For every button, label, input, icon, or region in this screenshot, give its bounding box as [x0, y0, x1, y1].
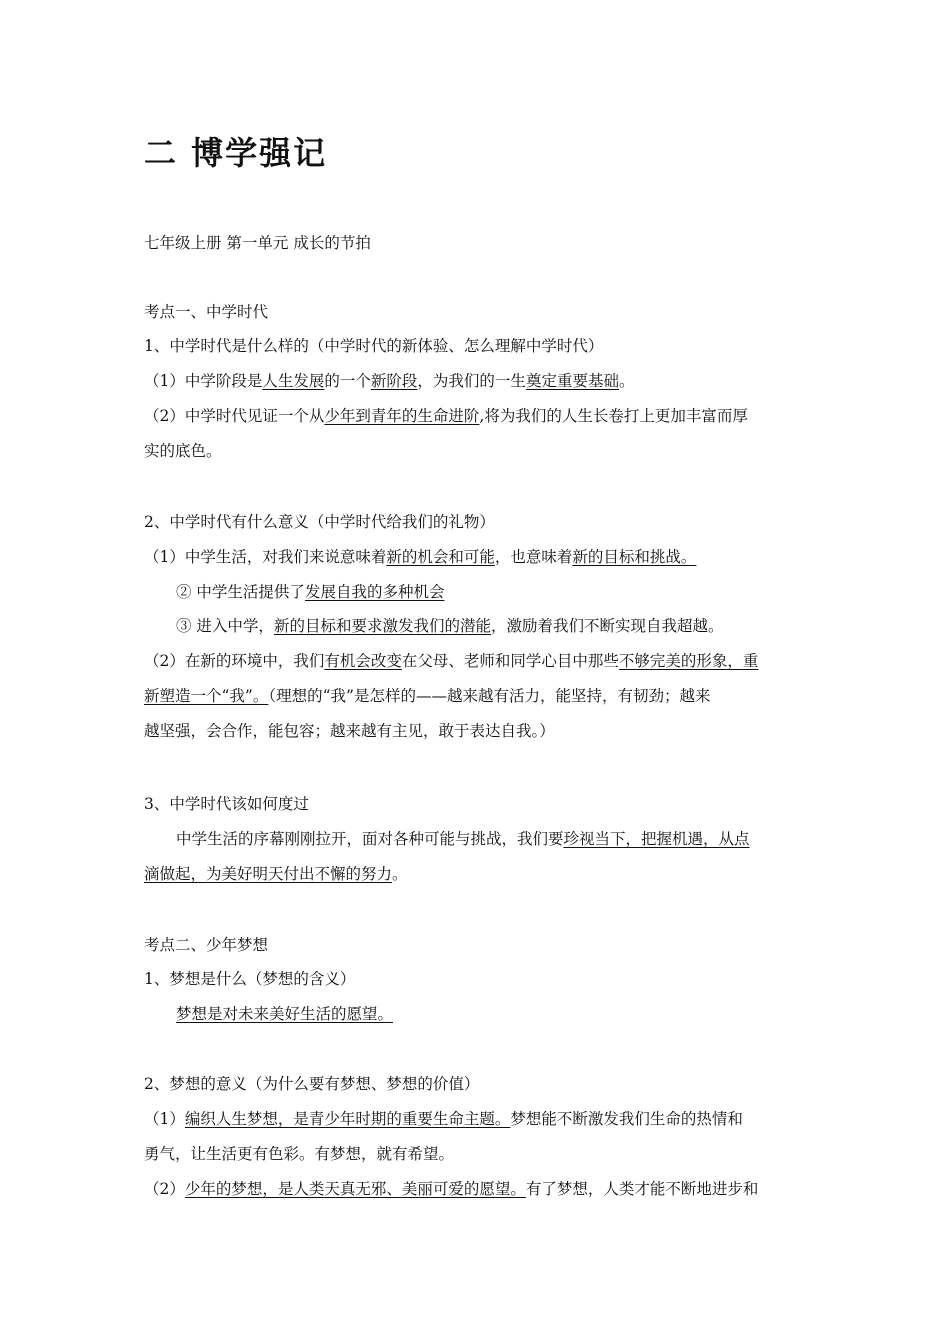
point1-q1-item2: （2）中学时代见证一个从少年到青年的生命进阶,将为我们的人生长卷打上更加丰富而厚 — [144, 407, 748, 425]
point1-q1-title: 1、中学时代是什么样的（中学时代的新体验、怎么理解中学时代） — [144, 337, 604, 355]
point1-q3-line2: 滴做起，为美好明天付出不懈的努力。 — [144, 865, 408, 883]
point2-q2-item1: （1）编织人生梦想，是青少年时期的重要生命主题。梦想能不断激发我们生命的热情和 — [144, 1110, 743, 1128]
point1-q1-item1: （1）中学阶段是人生发展的一个新阶段，为我们的一生奠定重要基础。 — [144, 372, 635, 390]
point1-q3-line1: 中学生活的序幕刚刚拉开，面对各种可能与挑战，我们要珍视当下，把握机遇，从点 — [176, 830, 750, 848]
point1-q2-item2: （2）在新的环境中，我们有机会改变在父母、老师和同学心目中那些不够完美的形象，重 — [144, 652, 759, 670]
subtitle: 七年级上册 第一单元 成长的节拍 — [144, 234, 371, 252]
point1-q3-title: 3、中学时代该如何度过 — [144, 795, 309, 813]
point2-q1-title: 1、梦想是什么（梦想的含义） — [144, 970, 356, 988]
point1-q2-item2-cont: 新塑造一个“我”。（理想的“我”是怎样的——越来越有活力，能坚持，有韧劲；越来 — [144, 687, 711, 705]
point2-q2-item2: （2）少年的梦想，是人类天真无邪、美丽可爱的愿望。有了梦想，人类才能不断地进步和 — [144, 1180, 759, 1198]
section-title: 二 博学强记 — [144, 134, 328, 172]
point1-q2-title: 2、中学时代有什么意义（中学时代给我们的礼物） — [144, 513, 495, 531]
point2-heading: 考点二、少年梦想 — [144, 936, 269, 954]
point2-q2-item1-cont: 勇气，让生活更有色彩。有梦想，就有希望。 — [144, 1145, 455, 1163]
point1-heading: 考点一、中学时代 — [144, 303, 269, 321]
point2-q1-line1: 梦想是对未来美好生活的愿望。 — [176, 1005, 394, 1023]
point1-q2-item1b: ② 中学生活提供了发展自我的多种机会 — [176, 583, 445, 601]
point1-q2-item1: （1）中学生活，对我们来说意味着新的机会和可能，也意味着新的目标和挑战。 — [144, 548, 697, 566]
point1-q1-item2-cont: 实的底色。 — [144, 442, 222, 460]
point2-q2-title: 2、梦想的意义（为什么要有梦想、梦想的价值） — [144, 1075, 480, 1093]
point1-q2-item2-cont2: 越坚强，会合作，能包容；越来越有主见，敢于表达自我。） — [144, 722, 555, 740]
point1-q2-item1c: ③ 进入中学，新的目标和要求激发我们的潜能，激励着我们不断实现自我超越。 — [176, 617, 724, 635]
